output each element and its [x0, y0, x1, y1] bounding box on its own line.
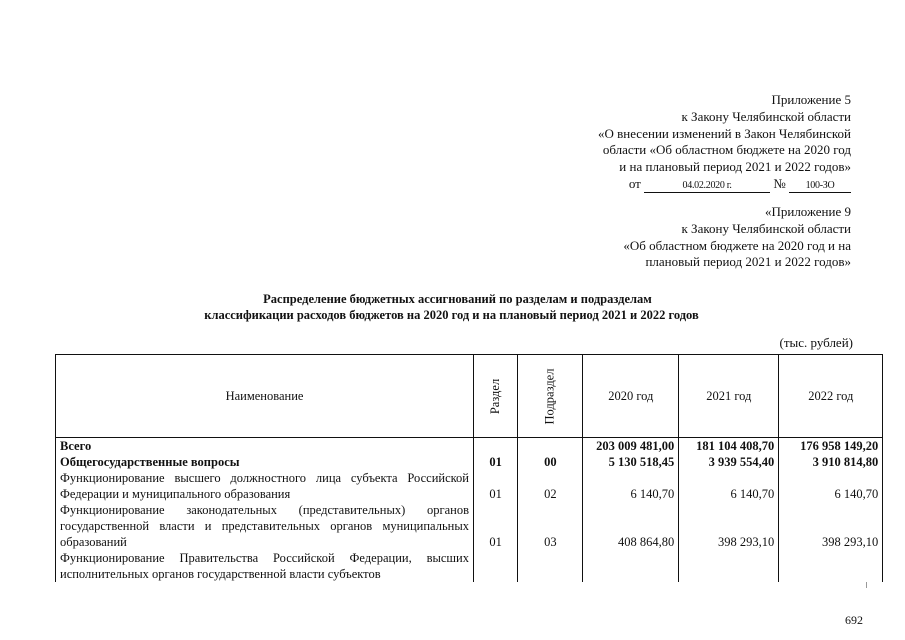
- row-2020: 203 009 481,00: [583, 438, 679, 455]
- header-section: Раздел: [474, 355, 518, 438]
- row-2022: 6 140,70: [779, 470, 883, 502]
- row-section: 01: [474, 470, 518, 502]
- row-subsection: 03: [518, 502, 583, 550]
- row-2021: [679, 550, 779, 582]
- header-2021: 2021 год: [679, 355, 779, 438]
- row-2021: 3 939 554,40: [679, 454, 779, 470]
- law-date: 04.02.2020 г.: [644, 179, 770, 193]
- row-2020: 6 140,70: [583, 470, 679, 502]
- title-line-1: Распределение бюджетных ассигнований по разделам и подразделам: [263, 292, 652, 306]
- document-title: [0, 291, 905, 323]
- row-name: Всего: [56, 438, 474, 455]
- row-section: 01: [474, 502, 518, 550]
- row-name: Общегосударственные вопросы: [56, 454, 474, 470]
- table-row: [56, 502, 883, 550]
- row-2022: 398 293,10: [779, 502, 883, 550]
- row-2020: 408 864,80: [583, 502, 679, 550]
- scan-edge-mark: [866, 582, 867, 588]
- row-2020: 5 130 518,45: [583, 454, 679, 470]
- appendix-line: Приложение 5: [771, 92, 851, 107]
- title-line-2: классификации расходов бюджетов на 2020 год и на плановый период 2021 и 2022 годов: [204, 308, 699, 322]
- row-name: Функционирование законодательных (представительных) органов государственной власти и представительных органов муниципальных образований: [56, 502, 474, 550]
- appendix-original-header: [623, 204, 851, 271]
- page-number: 692: [845, 613, 863, 627]
- table-row: [56, 470, 883, 502]
- appendix-line: «Об областном бюджете на 2020 год и на: [623, 237, 851, 253]
- row-section: 01: [474, 454, 518, 470]
- row-subsection: [518, 550, 583, 582]
- row-section: [474, 438, 518, 455]
- row-section: [474, 550, 518, 582]
- row-subsection: 00: [518, 454, 583, 470]
- from-label: от: [628, 175, 641, 191]
- appendix-line: к Закону Челябинской области: [681, 220, 851, 236]
- law-number: 100-ЗО: [789, 179, 851, 193]
- row-2021: 181 104 408,70: [679, 438, 779, 455]
- row-2022: 176 958 149,20: [779, 438, 883, 455]
- header-subsection: Подраздел: [518, 355, 583, 438]
- appendix-line: «О внесении изменений в Закон Челябинской: [597, 125, 851, 141]
- appendix-line: области «Об областном бюджете на 2020 год: [602, 142, 851, 158]
- row-subsection: 02: [518, 470, 583, 502]
- table-row: [56, 438, 883, 455]
- row-2021: 6 140,70: [679, 470, 779, 502]
- appendix-line: и на плановый период 2021 и 2022 годов»: [619, 159, 851, 175]
- appendix-amendment-header: [598, 92, 851, 193]
- header-2020: 2020 год: [583, 355, 679, 438]
- header-2022: 2022 год: [779, 355, 883, 438]
- row-subsection: [518, 438, 583, 455]
- row-2022: [779, 550, 883, 582]
- number-label: №: [773, 175, 786, 191]
- row-2021: 398 293,10: [679, 502, 779, 550]
- row-2022: 3 910 814,80: [779, 454, 883, 470]
- header-name: Наименование: [56, 355, 474, 438]
- law-date-number-line: [598, 176, 851, 193]
- row-2020: [583, 550, 679, 582]
- appendix-line: плановый период 2021 и 2022 годов»: [645, 254, 851, 270]
- table-header-row: [56, 355, 883, 438]
- budget-table: [55, 354, 883, 582]
- units-label: (тыс. рублей): [779, 335, 853, 350]
- appendix-line: «Приложение 9: [764, 204, 851, 219]
- row-name: Функционирование высшего должностного лица субъекта Российской Федерации и муниципального образования: [56, 470, 474, 502]
- table-row: [56, 550, 883, 582]
- appendix-line: к Закону Челябинской области: [681, 108, 851, 124]
- row-name: Функционирование Правительства Российской Федерации, высших исполнительных органов государственной власти субъектов: [56, 550, 474, 582]
- table-row: [56, 454, 883, 470]
